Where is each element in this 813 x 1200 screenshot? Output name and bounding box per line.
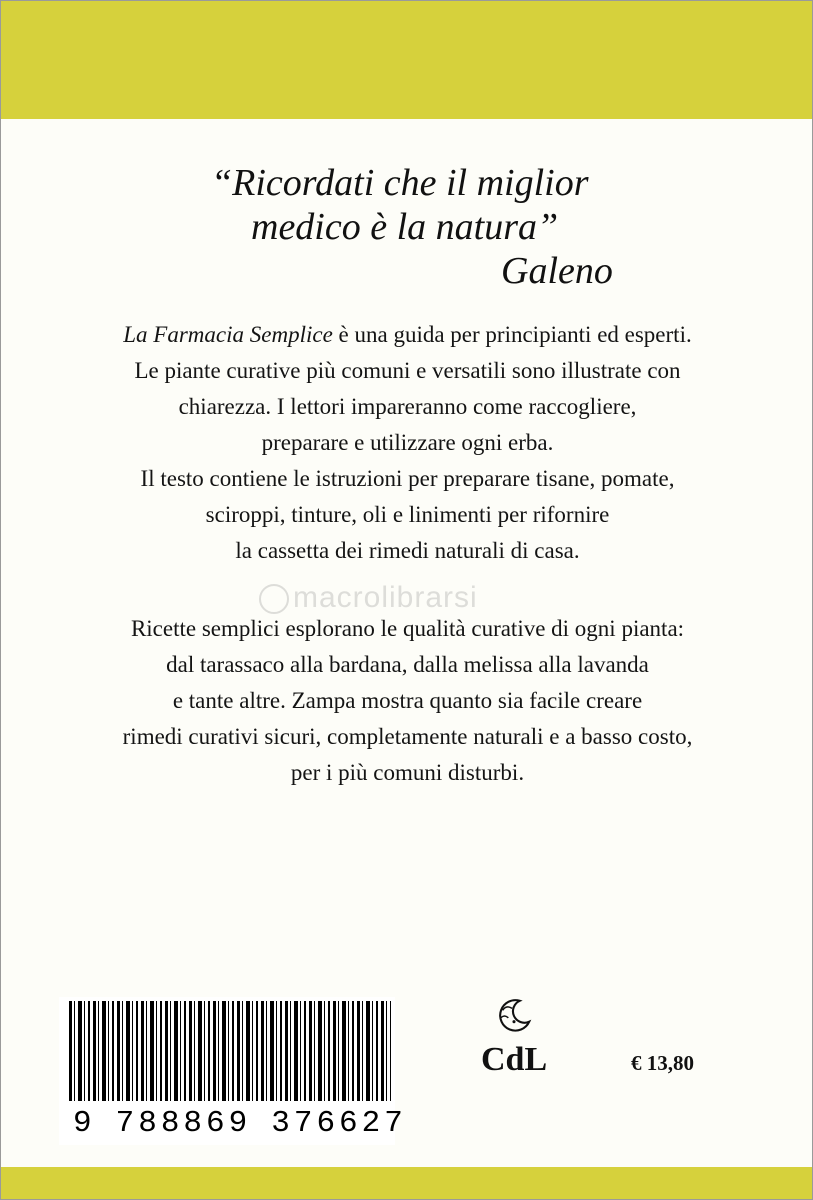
paragraph-1-line-1: [61, 317, 754, 353]
watermark-leaf-icon: [259, 584, 289, 614]
watermark-text: macrolibrarsi: [293, 581, 478, 614]
price-label: € 13,80: [631, 1051, 694, 1075]
paragraph-2-line-1: Ricette semplici esplorano le qualità curative di ogni pianta:: [130, 616, 685, 641]
paragraph-1-line-7: la cassetta dei rimedi naturali di casa.: [235, 538, 580, 563]
moon-icon: [495, 997, 533, 1035]
quote-line-1: “Ricordati che il miglior: [211, 162, 589, 204]
barcode-digit-group-1: 9: [73, 1106, 96, 1141]
barcode-digit-group-3: 376627: [271, 1106, 407, 1141]
book-title-italic: La Farmacia Semplice: [123, 322, 333, 347]
bottom-color-band: [1, 1167, 812, 1199]
paragraph-2-line-5: per i più comuni disturbi.: [290, 760, 525, 785]
barcode-digits: [73, 1106, 407, 1141]
paragraph-1-line-5: Il testo contiene le istruzioni per preparare tisane, pomate,: [140, 466, 675, 491]
isbn-barcode: [59, 997, 407, 1145]
paragraph-1-line-1-rest: è una guida per principianti ed esperti.: [332, 322, 692, 347]
barcode-bars: [69, 1001, 391, 1101]
quote-author: Galeno: [501, 250, 613, 292]
quote-line-2: medico è la natura”: [251, 206, 559, 248]
paragraph-1-line-2: Le piante curative più comuni e versatili sono illustrate con: [134, 358, 681, 383]
paragraph-2-line-3: e tante altre. Zampa mostra quanto sia facile creare: [172, 688, 643, 713]
barcode-digit-group-2: 788869: [115, 1106, 252, 1141]
top-color-band: [1, 1, 812, 119]
description-paragraph-1: [61, 317, 754, 569]
paragraph-2-line-2: dal tarassaco alla bardana, dalla melissa alla lavanda: [166, 652, 649, 677]
description-paragraph-2: [61, 611, 754, 791]
paragraph-1-line-4: preparare e utilizzare ogni erba.: [261, 430, 554, 455]
watermark: [259, 581, 478, 615]
paragraph-1-line-3: chiarezza. I lettori impareranno come raccogliere,: [178, 394, 637, 419]
publisher-logo: CdL: [481, 1041, 548, 1078]
paragraph-1-line-6: sciroppi, tinture, oli e linimenti per rifornire: [205, 502, 610, 527]
paragraph-2-line-4: rimedi curativi sicuri, completamente naturali e a basso costo,: [122, 724, 693, 749]
